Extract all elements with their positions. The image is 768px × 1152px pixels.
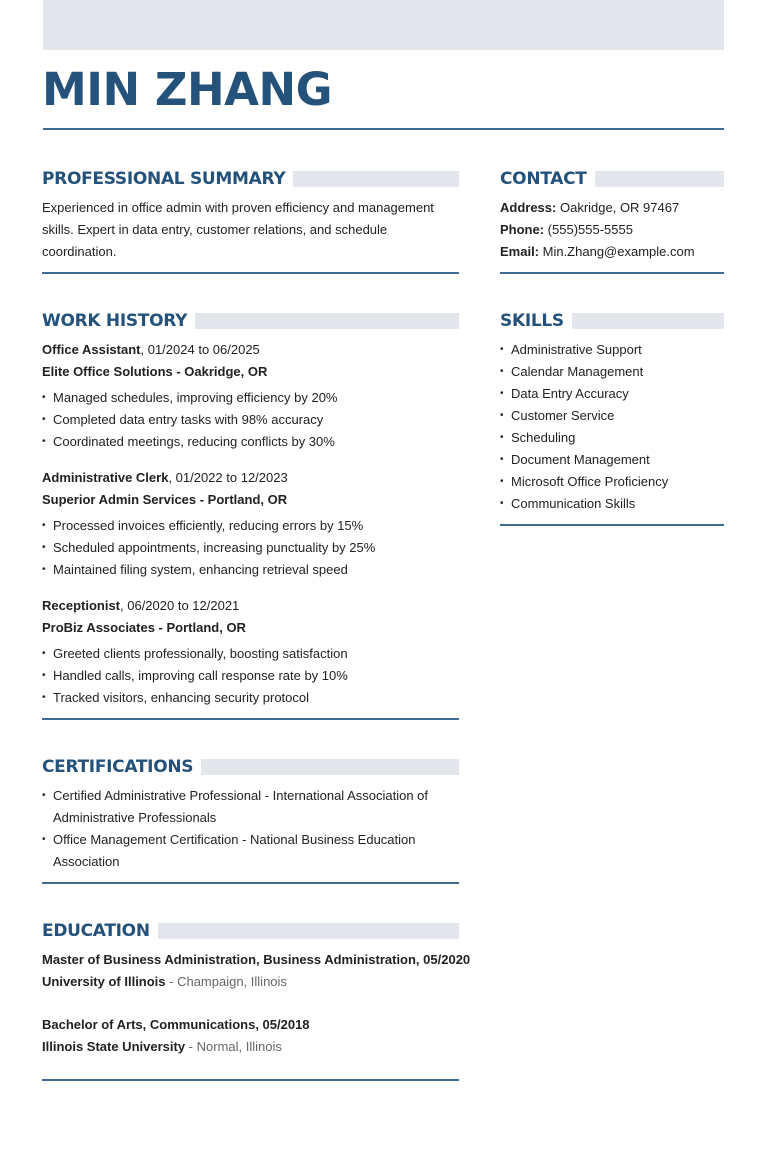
address-label: Address: <box>500 200 557 215</box>
section-title: PROFESSIONAL SUMMARY <box>42 169 286 189</box>
job-entry <box>42 467 459 581</box>
certifications-section <box>42 756 459 884</box>
list-item: • Administrative Support <box>500 339 724 361</box>
list-item: • Scheduled appointments, increasing punctuality by 25% <box>42 537 459 559</box>
list-item: • Handled calls, improving call response rate by 10% <box>42 665 459 687</box>
job-bullets <box>42 387 459 453</box>
job-bullets <box>42 643 459 709</box>
section-divider <box>500 272 724 274</box>
contact-phone <box>500 219 724 241</box>
section-divider <box>500 524 724 526</box>
list-item: • Scheduling <box>500 427 724 449</box>
education-entry <box>42 949 471 993</box>
list-item: • Calendar Management <box>500 361 724 383</box>
education-section <box>42 920 471 1081</box>
section-title-bar <box>572 313 724 329</box>
section-divider <box>42 1079 459 1081</box>
list-item: • Document Management <box>500 449 724 471</box>
email-label: Email: <box>500 244 540 259</box>
job-dates: , 01/2024 to 06/2025 <box>140 342 260 357</box>
section-title: CERTIFICATIONS <box>42 757 194 777</box>
address-value: Oakridge, OR 97467 <box>556 200 680 215</box>
education-location: - Champaign, Illinois <box>165 974 287 989</box>
job-company: Superior Admin Services - Portland, OR <box>42 492 288 507</box>
job-role: Office Assistant <box>42 342 141 357</box>
skills-section <box>500 310 724 526</box>
contact-section <box>500 168 724 274</box>
list-item: • Certified Administrative Professional - International Association of Administrative Professionals <box>42 785 459 829</box>
job-company: Elite Office Solutions - Oakridge, OR <box>42 364 268 379</box>
job-company: ProBiz Associates - Portland, OR <box>42 620 246 635</box>
list-item: • Processed invoices efficiently, reducing errors by 15% <box>42 515 459 537</box>
education-school: Illinois State University <box>42 1039 186 1054</box>
job-dates: , 06/2020 to 12/2021 <box>120 598 240 613</box>
section-title-bar <box>158 923 459 939</box>
phone-value: (555)555-5555 <box>544 222 633 237</box>
certifications-list <box>42 785 459 873</box>
list-item: • Office Management Certification - National Business Education Association <box>42 829 459 873</box>
section-title-bar <box>201 759 459 775</box>
list-item: • Greeted clients professionally, boosting satisfaction <box>42 643 459 665</box>
list-item: • Coordinated meetings, reducing conflicts by 30% <box>42 431 459 453</box>
work-history-section <box>42 310 459 720</box>
section-divider <box>42 882 459 884</box>
header-band <box>43 0 724 50</box>
section-title: WORK HISTORY <box>42 311 188 331</box>
summary-text: Experienced in office admin with proven efficiency and management skills. Expert in data entry, customer relations, and schedule coordination. <box>42 200 434 259</box>
section-title: EDUCATION <box>42 921 150 941</box>
job-title-line <box>42 595 459 617</box>
phone-label: Phone: <box>500 222 545 237</box>
list-item: • Completed data entry tasks with 98% accuracy <box>42 409 459 431</box>
side-column <box>500 168 724 562</box>
section-title-bar <box>293 171 459 187</box>
header-divider <box>43 128 724 130</box>
section-title-bar <box>595 171 724 187</box>
job-entry <box>42 339 459 453</box>
list-item: • Communication Skills <box>500 493 724 515</box>
education-degree: Bachelor of Arts, Communications, 05/2018 <box>42 1017 310 1032</box>
job-title-line <box>42 339 459 361</box>
summary-section <box>42 168 459 274</box>
contact-email <box>500 241 724 263</box>
job-entry <box>42 595 459 709</box>
main-column <box>42 168 471 1117</box>
job-title-line <box>42 467 459 489</box>
job-dates: , 01/2022 to 12/2023 <box>168 470 288 485</box>
section-title: SKILLS <box>500 311 564 331</box>
candidate-name: MIN ZHANG <box>42 63 333 116</box>
section-divider <box>42 272 459 274</box>
list-item: • Maintained filing system, enhancing retrieval speed <box>42 559 459 581</box>
list-item: • Tracked visitors, enhancing security protocol <box>42 687 459 709</box>
email-value: Min.Zhang@example.com <box>539 244 695 259</box>
education-entry <box>42 1014 459 1058</box>
list-item: • Managed schedules, improving efficiency by 20% <box>42 387 459 409</box>
job-role: Receptionist <box>42 598 121 613</box>
section-divider <box>42 718 459 720</box>
skills-list <box>500 339 724 515</box>
contact-address <box>500 197 724 219</box>
section-title: CONTACT <box>500 169 587 189</box>
job-bullets <box>42 515 459 581</box>
education-school: University of Illinois <box>42 974 166 989</box>
education-degree: Master of Business Administration, Business Administration, 05/2020 <box>42 952 471 967</box>
education-location: - Normal, Illinois <box>185 1039 282 1054</box>
section-title-bar <box>195 313 459 329</box>
job-role: Administrative Clerk <box>42 470 169 485</box>
list-item: • Data Entry Accuracy <box>500 383 724 405</box>
list-item: • Microsoft Office Proficiency <box>500 471 724 493</box>
list-item: • Customer Service <box>500 405 724 427</box>
